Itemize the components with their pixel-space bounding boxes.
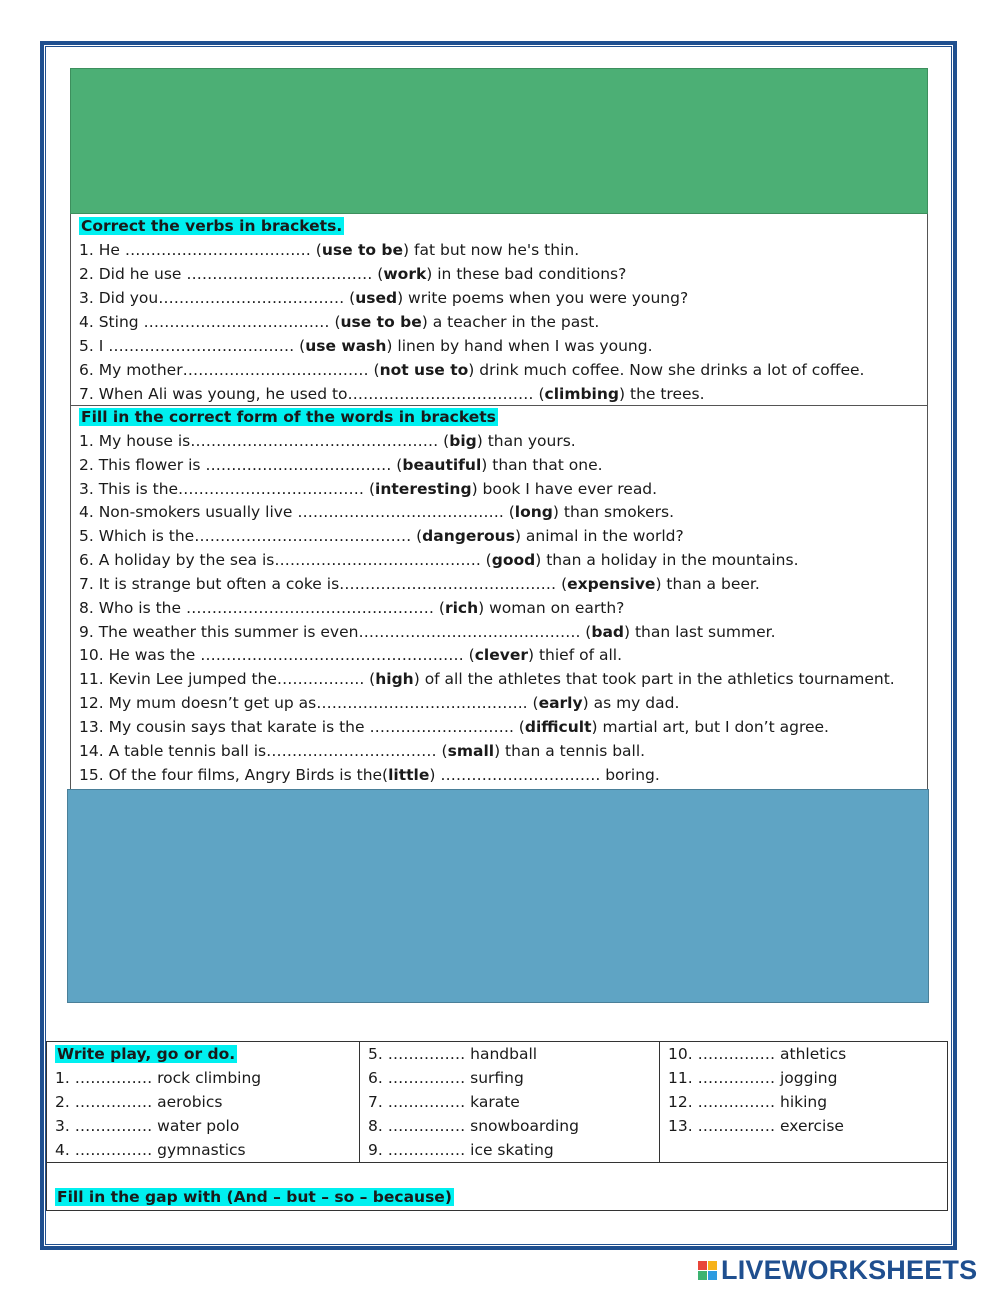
sport-item: 5. …………… handball [368,1045,538,1063]
bracket-word: used [355,289,398,307]
bracket-word: beautiful [402,455,482,474]
exercise-text: ) woman on earth? [478,598,625,617]
exercise-text: 1. He ……………………………… ( [79,241,322,259]
exercise-text: ) than a holiday in the mountains. [535,551,799,570]
exercise-item [79,478,927,502]
logo-square [708,1271,717,1280]
exercise-item [79,597,927,621]
section-comparatives [70,406,928,789]
blue-banner [67,789,929,1003]
exercise-text: 4. Sting ……………………………… ( [79,313,341,331]
exercise-item [79,430,927,454]
exercise-item [79,644,927,668]
bracket-word: early [538,694,583,713]
exercise-text: ) than last summer. [624,622,776,641]
section-heading: Fill in the gap with (And – but – so – because) [57,1188,452,1206]
sports-column-1 [47,1042,360,1162]
exercise-text: 10. He was the …………………………………………… ( [79,646,475,665]
bracket-word: dangerous [422,527,515,546]
sports-column-2 [360,1042,660,1162]
bracket-word: work [383,265,427,283]
sport-item: 10. …………… athletics [668,1045,847,1063]
sport-item: 3. …………… water polo [55,1117,240,1135]
exercise-list [79,430,927,788]
exercise-item [79,310,927,334]
exercise-item [79,549,927,573]
exercise-text: ) the trees. [619,385,705,403]
bracket-word: good [491,551,536,570]
bracket-word: use to be [340,313,422,331]
liveworksheets-logo[interactable] [698,1255,977,1285]
logo-icon [698,1261,717,1280]
exercise-item [79,525,927,549]
exercise-item [79,454,927,478]
sport-item: 11. …………… jogging [668,1069,838,1087]
exercise-text: 9. The weather this summer is even……………………………………. ( [79,622,592,641]
bracket-word: small [447,741,495,760]
section-heading: Correct the verbs in brackets. [81,217,343,235]
exercise-text: 11. Kevin Lee jumped the…………….. ( [79,670,376,689]
sport-item: 8. …………… snowboarding [368,1117,579,1135]
exercise-text: 12. My mum doesn’t get up as………………………………….. ( [79,694,539,713]
bracket-word: little [388,765,430,784]
exercise-text: 8. Who is the ………………………………………… ( [79,598,445,617]
exercise-text: 2. This flower is ……………………………… ( [79,455,403,474]
exercise-item [79,262,927,286]
sport-item: 13. …………… exercise [668,1117,844,1135]
exercise-item [79,668,927,692]
sport-item: 1. …………… rock climbing [55,1069,262,1087]
exercise-text: 4. Non-smokers usually live …………………………………. ( [79,503,515,522]
exercise-text: ) thief of all. [528,646,623,665]
exercise-text: ) than yours. [476,431,576,450]
exercise-text: 5. Which is the…………………………………… ( [79,527,423,546]
exercise-text: 7. When Ali was young, he used to……………………………… ( [79,385,545,403]
sport-item: 2. …………… aerobics [55,1093,223,1111]
sport-item: 7. …………… karate [368,1093,520,1111]
bracket-word: not use to [379,361,469,379]
sport-item: 12. …………… hiking [668,1093,828,1111]
exercise-list [79,238,927,406]
exercise-text: ) animal in the world? [514,527,684,546]
exercise-text: ) book I have ever read. [471,479,658,498]
sport-item: 9. …………… ice skating [368,1141,554,1159]
exercise-text: ) fat but now he's thin. [403,241,580,259]
exercise-text: ) drink much coffee. Now she drinks a lot of coffee. [468,361,865,379]
exercise-text: 5. I ……………………………… ( [79,337,306,355]
bracket-word: use to be [321,241,404,259]
bracket-word: climbing [544,385,620,403]
exercise-text: 7. It is strange but often a coke is…………………………………… ( [79,574,568,593]
sports-column-3 [660,1042,947,1162]
exercise-text: 3. Did you……………………………… ( [79,289,356,307]
exercise-text: ) of all the athletes that took part in the athletics tournament. [413,670,895,689]
section-correct-verbs [70,214,928,406]
green-banner [70,68,928,214]
exercise-text: ) …………………………. boring. [429,765,660,784]
bracket-word: expensive [567,574,656,593]
exercise-text: ) in these bad conditions? [426,265,627,283]
exercise-text: ) than a beer. [655,574,760,593]
exercise-item [79,238,927,262]
logo-square [698,1261,707,1270]
exercise-item [79,501,927,525]
exercise-text: 15. Of the four films, Angry Birds is the( [79,765,389,784]
exercise-text: 1. My house is………………………………………… ( [79,431,450,450]
bracket-word: difficult [524,717,592,736]
exercise-item [79,764,927,788]
exercise-text: ) as my dad. [582,694,680,713]
exercise-text: ) write poems when you were young? [397,289,689,307]
logo-square [698,1271,707,1280]
section-heading: Write play, go or do. [57,1045,236,1063]
bracket-word: big [449,431,477,450]
exercise-text: 6. My mother……………………………… ( [79,361,380,379]
exercise-text: 14. A table tennis ball is…………………………… ( [79,741,448,760]
exercise-text: ) than a tennis ball. [494,741,646,760]
exercise-text: 6. A holiday by the sea is…………………………………. ( [79,551,492,570]
exercise-text: 13. My cousin says that karate is the ………………………. ( [79,717,525,736]
section-heading: Fill in the correct form of the words in brackets [81,408,496,426]
sport-item: 4. …………… gymnastics [55,1141,246,1159]
exercise-text: ) linen by hand when I was young. [386,337,653,355]
exercise-item [79,621,927,645]
sports-verbs-table [46,1041,948,1211]
bracket-word: interesting [375,479,472,498]
exercise-item [79,740,927,764]
exercise-item [79,334,927,358]
conjunctions-row [47,1162,947,1210]
logo-square [708,1261,717,1270]
exercise-item [79,382,927,406]
exercise-text: 3. This is the……………………………… ( [79,479,376,498]
exercise-item [79,573,927,597]
exercise-item [79,692,927,716]
exercise-text: ) than smokers. [552,503,675,522]
exercise-text: ) martial art, but I don’t agree. [591,717,829,736]
exercise-text: 2. Did he use ……………………………… ( [79,265,384,283]
bracket-word: clever [474,646,528,665]
bracket-word: high [375,670,414,689]
bracket-word: rich [444,598,479,617]
bracket-word: long [514,503,553,522]
exercise-text: ) than that one. [481,455,603,474]
bracket-word: bad [591,622,624,641]
exercise-item [79,358,927,382]
exercise-text: ) a teacher in the past. [421,313,600,331]
sport-item: 6. …………… surfing [368,1069,524,1087]
exercise-item [79,716,927,740]
logo-text: LIVEWORKSHEETS [721,1254,978,1285]
bracket-word: use wash [305,337,387,355]
exercise-item [79,286,927,310]
